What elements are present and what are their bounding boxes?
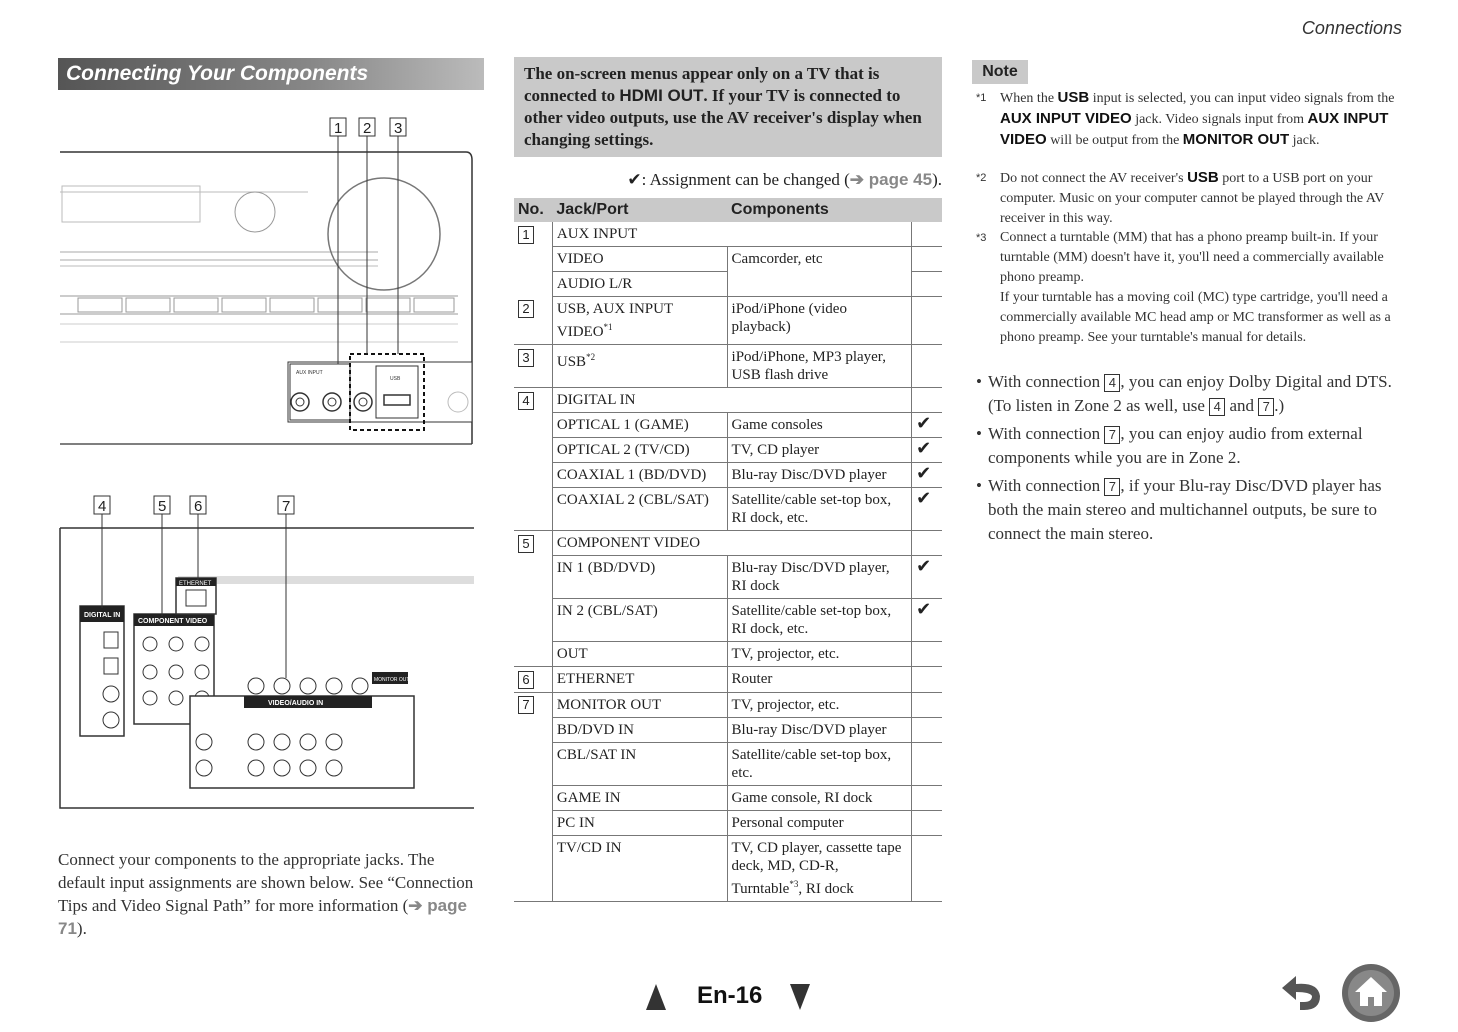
bullet-text: With connection (988, 372, 1105, 391)
ethernet-label: ETHERNET (179, 581, 212, 587)
jack-cell: PC IN (552, 810, 727, 835)
fn-text: If your turntable has a moving coil (MC) type cartridge, you'll need a commercially available MC head amp or MC transformer as well as a phono preamp. See your turntable's manual for details. (1000, 290, 1391, 345)
table-row (514, 642, 942, 667)
row-number: 2 (518, 300, 534, 318)
table-row (514, 388, 942, 413)
return-arrow-icon (1276, 968, 1328, 1016)
front-callout: 3 (394, 120, 403, 137)
intro-close: ). (76, 919, 87, 938)
jack-text: USB (556, 354, 587, 371)
bullet-text: and (1225, 396, 1259, 415)
check-icon: ✔ (627, 170, 642, 189)
component-cell: Satellite/cable set-top box, etc. (727, 742, 912, 785)
table-row (514, 488, 942, 531)
component-cell: Satellite/cable set-top box, RI dock, etc. (727, 488, 912, 531)
table-row (514, 742, 942, 785)
front-panel-diagram (58, 112, 478, 448)
jack-cell: ETHERNET (552, 667, 727, 693)
intro-paragraph (58, 848, 478, 940)
notice-part2: . If your TV is connected to other video outputs, use the AV receiver's display when changing settings. (524, 86, 922, 149)
row-number: 6 (518, 671, 534, 689)
fn-bold: USB (1057, 89, 1090, 106)
legend-text: : Assignment can be changed ( (641, 170, 850, 189)
table-row (514, 667, 942, 693)
jack-cell: MONITOR OUT (552, 692, 727, 717)
check-icon: ✔ (912, 556, 942, 599)
bullet-list (976, 370, 1396, 546)
aux-label: AUX INPUT (296, 370, 323, 376)
usb-label: USB (390, 376, 401, 382)
jack-cell: GAME IN (552, 785, 727, 810)
row-number: 4 (518, 392, 534, 410)
bullet-text: , you can enjoy Dolby Digital and DTS. (To listen in Zone 2 as well, use (988, 372, 1392, 415)
component-cell: Camcorder, etc (727, 247, 912, 297)
fn-bold: AUX INPUT VIDEO (1000, 110, 1389, 148)
list-item: • With connection 4 , you can enjoy Dolby Digital and DTS. (To listen in Zone 2 as well, use 4 and 7 .) (976, 372, 1392, 415)
digital-in-label: DIGITAL IN (84, 612, 121, 619)
footnote-mark: *2 (976, 172, 987, 184)
footnote-2 (976, 168, 1404, 229)
component-cell: Router (727, 667, 912, 693)
component-cell: TV, projector, etc. (727, 692, 912, 717)
connection-number: 7 (1104, 426, 1120, 444)
check-icon: ✔ (912, 599, 942, 642)
jack-cell: AUX INPUT (552, 222, 911, 247)
bullet-text: .) (1274, 396, 1285, 415)
table-row (514, 810, 942, 835)
fn-text: port to a USB port on your computer. Music on your computer cannot be played through the AV receiver in this way. (1000, 171, 1385, 226)
onscreen-menu-notice (514, 57, 942, 157)
fn-bold: USB (1187, 169, 1219, 186)
row-number: 5 (518, 535, 534, 553)
fn-text: will be output from the (1046, 133, 1183, 148)
component-cell: iPod/iPhone (video playback) (727, 297, 912, 345)
col-components: Components (727, 198, 942, 222)
footnote-3 (976, 228, 1404, 348)
rear-panel-diagram (58, 490, 478, 818)
fn-text: When the (1000, 91, 1058, 106)
front-callout: 1 (334, 120, 343, 137)
component-text: , RI dock (798, 880, 854, 897)
check-icon: ✔ (912, 438, 942, 463)
jack-cell: DIGITAL IN (552, 388, 911, 413)
page-45-link[interactable]: page 45 (868, 170, 933, 189)
component-cell: Game consoles (727, 413, 912, 438)
component-cell: Satellite/cable set-top box, RI dock, etc. (727, 599, 912, 642)
check-icon: ✔ (912, 413, 942, 438)
connection-number: 4 (1104, 374, 1120, 392)
rear-callout: 7 (282, 498, 291, 515)
table-row (514, 599, 942, 642)
fn-text: Do not connect the AV receiver's (1000, 171, 1188, 186)
monitor-out-label: MONITOR OUT (374, 677, 410, 683)
bullet-text: With connection (988, 476, 1105, 495)
row-number: 7 (518, 696, 534, 714)
table-row (514, 785, 942, 810)
connection-number: 7 (1104, 478, 1120, 496)
jack-cell (552, 345, 727, 388)
jack-table (514, 198, 942, 902)
component-video-label: COMPONENT VIDEO (138, 618, 208, 625)
bullet-text: , if your Blu-ray Disc/DVD player has both the main stereo and multichannel outputs, be sure to connect the main stereo. (988, 476, 1382, 543)
footnote-ref: *2 (586, 352, 596, 363)
footnote-ref: *1 (603, 322, 613, 333)
col-jack: Jack/Port (552, 198, 727, 222)
jack-cell: TV/CD IN (552, 835, 727, 901)
page-number: En-16 (697, 982, 763, 1009)
check-icon: ✔ (912, 488, 942, 531)
jack-cell: COAXIAL 2 (CBL/SAT) (552, 488, 727, 531)
table-row (514, 692, 942, 717)
jack-cell: IN 1 (BD/DVD) (552, 556, 727, 599)
list-item: • With connection 7 , if your Blu-ray Disc/DVD player has both the main stereo and multichannel outputs, be sure to connect the main stereo. (976, 476, 1382, 543)
jack-cell: CBL/SAT IN (552, 742, 727, 785)
col-no: No. (514, 198, 552, 222)
jack-text: USB, AUX INPUT VIDEO (556, 301, 673, 341)
page-title: Connecting Your Components (58, 58, 484, 90)
jack-cell: OPTICAL 2 (TV/CD) (552, 438, 727, 463)
table-row (514, 438, 942, 463)
jack-cell: VIDEO (552, 247, 727, 272)
note-label: Note (972, 60, 1028, 84)
table-header-row (514, 198, 942, 222)
notice-hdmi: HDMI OUT (619, 86, 704, 105)
rear-callout: 6 (194, 498, 203, 515)
jack-cell: OUT (552, 642, 727, 667)
video-audio-in-label: VIDEO/AUDIO IN (268, 700, 324, 707)
footnote-1 (976, 88, 1404, 151)
list-item: • With connection 7 , you can enjoy audio from external components while you are in Zone 2. (976, 424, 1363, 467)
table-row (514, 222, 942, 247)
connection-number: 7 (1258, 398, 1274, 416)
component-cell: Personal computer (727, 810, 912, 835)
home-button[interactable] (1340, 962, 1402, 1024)
component-cell: Blu-ray Disc/DVD player (727, 463, 912, 488)
jack-cell: OPTICAL 1 (GAME) (552, 413, 727, 438)
fn-text: input is selected, you can input video signals from the (1089, 91, 1395, 106)
fn-bold: AUX INPUT VIDEO (1000, 110, 1132, 127)
table-row (514, 835, 942, 901)
fn-text: jack. Video signals input from (1131, 112, 1308, 127)
component-cell: Blu-ray Disc/DVD player, RI dock (727, 556, 912, 599)
triangle-up-icon (646, 984, 666, 1010)
rear-callout: 4 (98, 498, 107, 515)
fn-text: Connect a turntable (MM) that has a phono preamp built-in. If your turntable (MM) doesn't have it, you'll need a commercially available phono preamp. (1000, 230, 1384, 285)
table-row (514, 531, 942, 556)
table-row (514, 297, 942, 345)
bullet-text: , you can enjoy audio from external components while you are in Zone 2. (988, 424, 1363, 467)
component-cell: Blu-ray Disc/DVD player (727, 717, 912, 742)
component-cell: Game console, RI dock (727, 785, 912, 810)
assignment-legend (514, 170, 942, 190)
jack-cell: COAXIAL 1 (BD/DVD) (552, 463, 727, 488)
intro-text: Connect your components to the appropriate jacks. The default input assignments are shown below. See “Connection Tips and Video Signal Path” for more information ( (58, 850, 474, 915)
component-cell: TV, projector, etc. (727, 642, 912, 667)
footnote-ref: *3 (789, 878, 799, 889)
fn-bold: MONITOR OUT (1182, 131, 1290, 148)
connection-number: 4 (1209, 398, 1225, 416)
section-header: Connections (1301, 18, 1402, 38)
page-link-arrow[interactable]: ➔ (408, 896, 428, 915)
next-page-button[interactable] (790, 984, 810, 1010)
bullet-text: With connection (988, 424, 1105, 443)
table-row (514, 717, 942, 742)
fn-text: jack. (1289, 133, 1320, 148)
footnote-mark: *1 (976, 92, 987, 104)
table-row (514, 463, 942, 488)
jack-cell: AUDIO L/R (552, 272, 727, 297)
jack-cell: BD/DVD IN (552, 717, 727, 742)
row-number: 1 (518, 226, 534, 244)
check-icon: ✔ (912, 463, 942, 488)
page-link-arrow[interactable]: ➔ (849, 170, 869, 189)
prev-page-button[interactable] (646, 984, 666, 1010)
jack-cell: IN 2 (CBL/SAT) (552, 599, 727, 642)
rear-callout: 5 (158, 498, 167, 515)
jack-cell: COMPONENT VIDEO (552, 531, 911, 556)
table-row (514, 556, 942, 599)
notice-part1: The on-screen menus appear only on a TV that is connected to (524, 64, 880, 105)
component-cell: TV, CD player (727, 438, 912, 463)
front-callout: 2 (363, 120, 372, 137)
back-button[interactable] (1276, 968, 1328, 1016)
jack-cell (552, 297, 727, 345)
table-row (514, 413, 942, 438)
component-cell (727, 835, 912, 901)
component-cell: iPod/iPhone, MP3 player, USB flash drive (727, 345, 912, 388)
triangle-down-icon (790, 984, 810, 1010)
legend-close: ). (932, 170, 942, 189)
component-text: TV, CD player, cassette tape deck, MD, CD-R, Turntable (731, 839, 902, 897)
row-number: 3 (518, 349, 534, 367)
table-row (514, 345, 942, 388)
page-71-link[interactable]: page 71 (58, 896, 467, 938)
table-row (514, 247, 942, 272)
home-icon (1340, 962, 1402, 1024)
footnote-mark: *3 (976, 232, 987, 244)
